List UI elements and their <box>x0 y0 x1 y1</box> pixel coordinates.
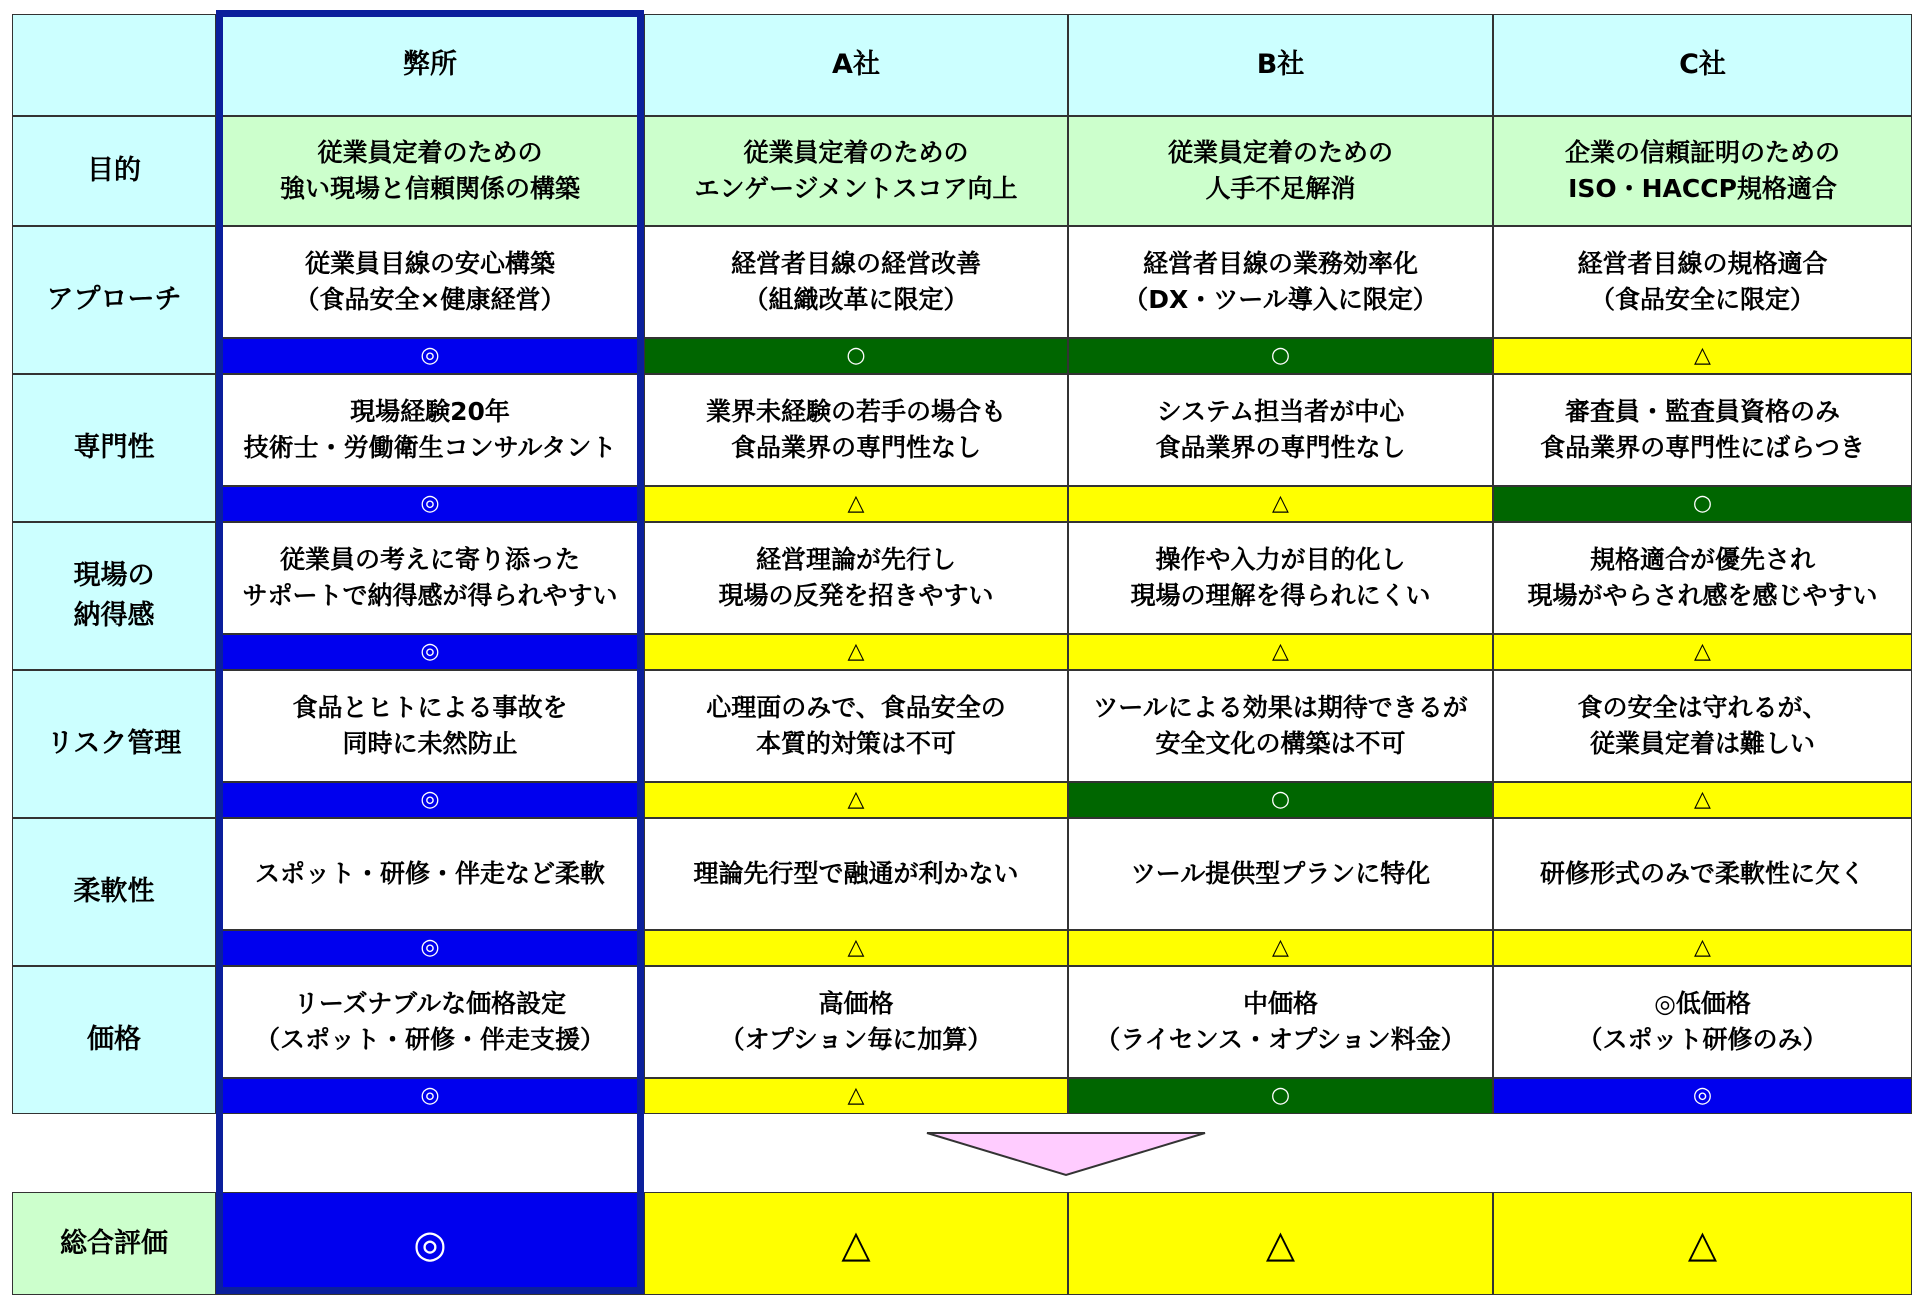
table-cell: 従業員目線の安心構築 （食品安全×健康経営） <box>216 226 644 338</box>
table-cell: 経営者目線の業務効率化 （DX・ツール導入に限定） <box>1068 226 1493 338</box>
rating-mark: △ <box>644 930 1068 966</box>
header-company-0: 弊所 <box>216 14 644 116</box>
summary-mark: ◎ <box>216 1192 644 1295</box>
table-cell: 食の安全は守れるが、 従業員定着は難しい <box>1493 670 1912 782</box>
row-label: リスク管理 <box>12 670 216 818</box>
rating-mark: △ <box>1068 486 1493 522</box>
rating-mark: △ <box>1493 930 1912 966</box>
header-company-1: A社 <box>644 14 1068 116</box>
table-cell: 経営者目線の規格適合 （食品安全に限定） <box>1493 226 1912 338</box>
table-cell: 規格適合が優先され 現場がやらされ感を感じやすい <box>1493 522 1912 634</box>
table-cell: 現場経験20年 技術士・労働衛生コンサルタント <box>216 374 644 486</box>
rating-mark: ○ <box>1068 782 1493 818</box>
summary-mark: △ <box>644 1192 1068 1295</box>
table-cell: 理論先行型で融通が利かない <box>644 818 1068 930</box>
rating-mark: ◎ <box>216 634 644 670</box>
rating-mark: ◎ <box>216 1078 644 1114</box>
rating-mark: ○ <box>1068 338 1493 374</box>
table-cell: ツールによる効果は期待できるが 安全文化の構築は不可 <box>1068 670 1493 782</box>
row-label: アプローチ <box>12 226 216 374</box>
down-arrow-icon <box>925 1131 1207 1177</box>
table-cell: 従業員定着のための エンゲージメントスコア向上 <box>644 116 1068 226</box>
rating-mark: △ <box>644 1078 1068 1114</box>
rating-mark: △ <box>1493 338 1912 374</box>
table-cell: 従業員の考えに寄り添った サポートで納得感が得られやすい <box>216 522 644 634</box>
table-cell: 心理面のみで、食品安全の 本質的対策は不可 <box>644 670 1068 782</box>
rating-mark: ◎ <box>216 782 644 818</box>
row-label: 現場の 納得感 <box>12 522 216 670</box>
table-cell: 企業の信頼証明のための ISO・HACCP規格適合 <box>1493 116 1912 226</box>
table-cell: 経営者目線の経営改善 （組織改革に限定） <box>644 226 1068 338</box>
rating-mark: △ <box>644 782 1068 818</box>
summary-mark: △ <box>1068 1192 1493 1295</box>
header-company-3: C社 <box>1493 14 1912 116</box>
table-cell: 審査員・監査員資格のみ 食品業界の専門性にばらつき <box>1493 374 1912 486</box>
table-cell: ◎低価格 （スポット研修のみ） <box>1493 966 1912 1078</box>
rating-mark: △ <box>1068 634 1493 670</box>
rating-mark: ◎ <box>1493 1078 1912 1114</box>
rating-mark: △ <box>644 486 1068 522</box>
table-cell: リーズナブルな価格設定 （スポット・研修・伴走支援） <box>216 966 644 1078</box>
row-label: 価格 <box>12 966 216 1114</box>
rating-mark: ◎ <box>216 930 644 966</box>
table-cell: 高価格 （オプション毎に加算） <box>644 966 1068 1078</box>
row-label: 目的 <box>12 116 216 226</box>
table-cell: 従業員定着のための 強い現場と信頼関係の構築 <box>216 116 644 226</box>
rating-mark: △ <box>644 634 1068 670</box>
rating-mark: △ <box>1068 930 1493 966</box>
rating-mark: ◎ <box>216 486 644 522</box>
header-corner <box>12 14 216 116</box>
table-cell: システム担当者が中心 食品業界の専門性なし <box>1068 374 1493 486</box>
rating-mark: ○ <box>644 338 1068 374</box>
rating-mark: ◎ <box>216 338 644 374</box>
table-cell: 経営理論が先行し 現場の反発を招きやすい <box>644 522 1068 634</box>
row-label: 柔軟性 <box>12 818 216 966</box>
table-cell: 食品とヒトによる事故を 同時に未然防止 <box>216 670 644 782</box>
rating-mark: △ <box>1493 634 1912 670</box>
table-cell: 従業員定着のための 人手不足解消 <box>1068 116 1493 226</box>
table-cell: ツール提供型プランに特化 <box>1068 818 1493 930</box>
rating-mark: ○ <box>1493 486 1912 522</box>
summary-mark: △ <box>1493 1192 1912 1295</box>
table-cell: 研修形式のみで柔軟性に欠く <box>1493 818 1912 930</box>
table-cell: 中価格 （ライセンス・オプション料金） <box>1068 966 1493 1078</box>
table-cell: 操作や入力が目的化し 現場の理解を得られにくい <box>1068 522 1493 634</box>
summary-label: 総合評価 <box>12 1192 216 1295</box>
header-company-2: B社 <box>1068 14 1493 116</box>
row-label: 専門性 <box>12 374 216 522</box>
rating-mark: ○ <box>1068 1078 1493 1114</box>
table-cell: 業界未経験の若手の場合も 食品業界の専門性なし <box>644 374 1068 486</box>
rating-mark: △ <box>1493 782 1912 818</box>
table-cell: スポット・研修・伴走など柔軟 <box>216 818 644 930</box>
